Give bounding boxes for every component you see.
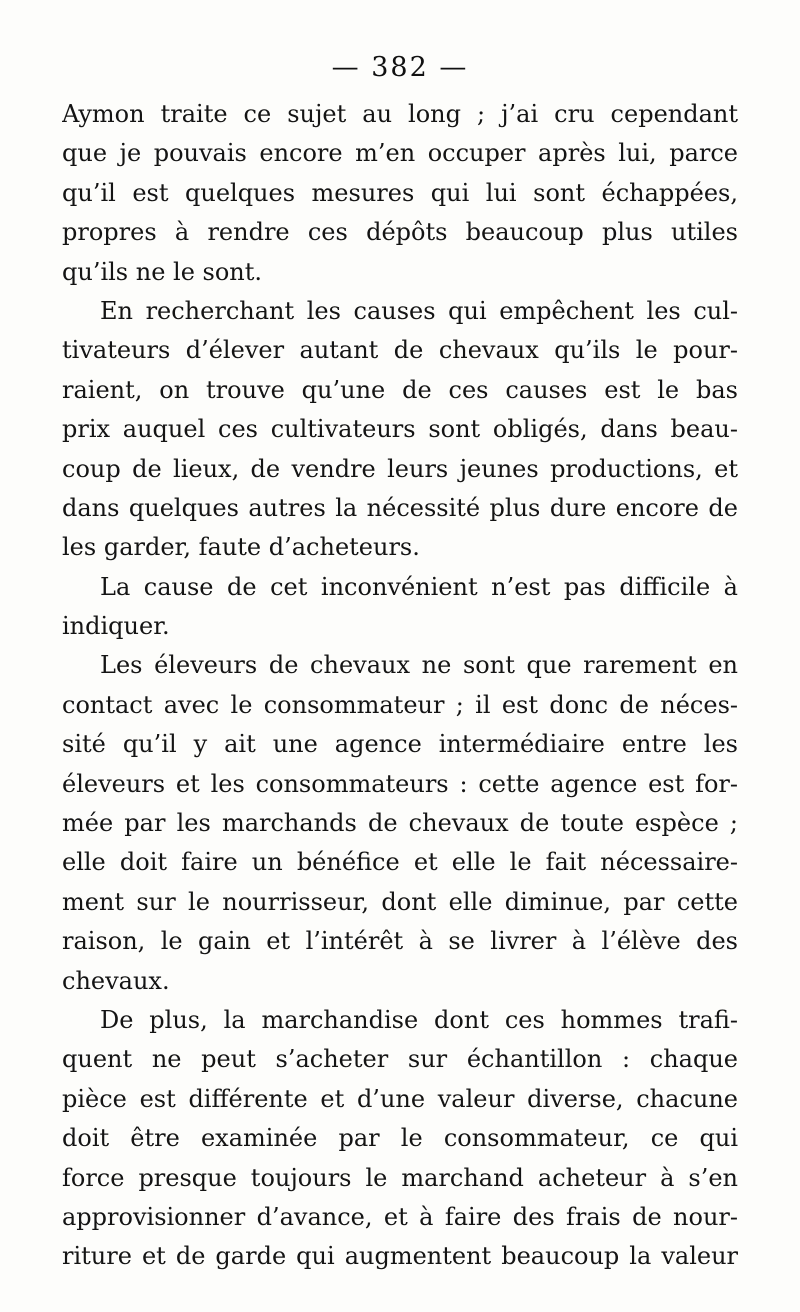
text-line: force presque toujours le marchand acheteur à s’en [62,1163,738,1192]
body-text [62,95,738,1277]
page-number: — 382 — [331,52,469,83]
text-line: prix auquel ces cultivateurs sont obligés, dans beau- [62,415,738,444]
text-line: mée par les marchands de chevaux de toute espèce ; [62,809,738,838]
text-line: raison, le gain et l’intérêt à se livrer à l’élève des [62,927,738,956]
text-line: qu’ils ne le sont. [62,257,263,286]
text-line: pièce est différente et d’une valeur diverse, chacune [62,1084,738,1113]
text-line: ment sur le nourrisseur, dont elle diminue, par cette [62,887,738,916]
text-line: coup de lieux, de vendre leurs jeunes productions, et [62,454,738,483]
text-line: éleveurs et les consommateurs : cette agence est for- [62,769,738,798]
text-line: qu’il est quelques mesures qui lui sont échappées, [62,178,738,207]
text-line: elle doit faire un bénéfice et elle le fait nécessaire- [62,848,738,877]
text-line: La cause de cet inconvénient n’est pas difficile à [100,572,738,601]
text-line: Aymon traite ce sujet au long ; j’ai cru cependant [62,100,738,128]
text-line: que je pouvais encore m’en occuper après lui, parce [62,139,738,168]
text-line: riture et de garde qui augmentent beaucoup la valeur [62,1242,738,1271]
text-line: De plus, la marchandise dont ces hommes trafi- [100,1005,738,1034]
text-line: indiquer. [62,612,170,641]
text-line: approvisionner d’avance, et à faire des frais de nour- [62,1202,738,1231]
text-line: sité qu’il y ait une agence intermédiaire entre les [62,730,738,759]
text-line: Les éleveurs de chevaux ne sont que rarement en [100,651,738,680]
text-line: doit être examinée par le consommateur, ce qui [62,1124,738,1153]
text-line: En recherchant les causes qui empêchent les cul- [100,296,738,325]
text-line: contact avec le consommateur ; il est donc de néces- [62,690,738,719]
text-line: quent ne peut s’acheter sur échantillon : chaque [62,1045,738,1074]
text-line: propres à rendre ces dépôts beaucoup plus utiles [62,218,738,247]
text-line: chevaux. [62,966,170,995]
text-line: dans quelques autres la nécessité plus dure encore de [62,493,738,522]
text-line: les garder, faute d’acheteurs. [62,533,420,562]
text-line: raient, on trouve qu’une de ces causes est le bas [62,375,738,404]
text-line: tivateurs d’élever autant de chevaux qu’ils le pour- [62,336,738,365]
